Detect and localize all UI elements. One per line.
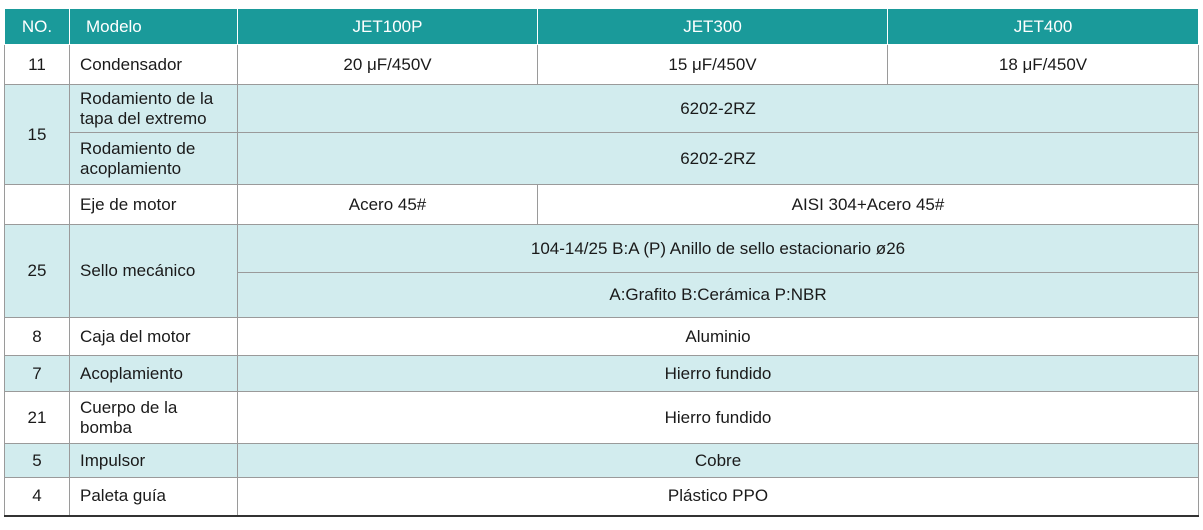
header-row	[5, 9, 1199, 45]
row-condensador	[5, 45, 1199, 85]
row-number	[5, 185, 70, 225]
row-number: 4	[5, 478, 70, 516]
cell-all-models: 6202-2RZ	[238, 85, 1199, 133]
label-line-2: tapa del extremo	[80, 108, 207, 128]
row-label	[70, 85, 238, 133]
row-label: Sello mecánico	[70, 225, 238, 318]
header-no: NO.	[5, 9, 70, 45]
header-jet100p: JET100P	[238, 9, 538, 45]
row-number: 25	[5, 225, 70, 318]
cell-all-models: Hierro fundido	[238, 356, 1199, 392]
header-model: Modelo	[70, 9, 238, 45]
header-jet300: JET300	[538, 9, 888, 45]
row-label: Caja del motor	[70, 318, 238, 356]
row-number: 11	[5, 45, 70, 85]
label-line-2: acoplamiento	[80, 158, 182, 178]
row-eje-motor	[5, 185, 1199, 225]
cell-sello-spec: 104-14/25 B:A (P) Anillo de sello estacionario ø26	[238, 225, 1199, 273]
cell-jet300-jet400: AISI 304+Acero 45#	[538, 185, 1199, 225]
row-rodamiento-tapa	[5, 85, 1199, 133]
label-line-1: Rodamiento de	[80, 138, 196, 158]
cell-all-models: Cobre	[238, 444, 1199, 478]
row-label: Paleta guía	[70, 478, 238, 516]
label-line-1: Cuerpo de la	[80, 397, 178, 417]
row-label	[70, 133, 238, 185]
cell-all-models: Plástico PPO	[238, 478, 1199, 516]
row-label: Acoplamiento	[70, 356, 238, 392]
cell-all-models: 6202-2RZ	[238, 133, 1199, 185]
row-label: Condensador	[70, 45, 238, 85]
specification-table	[4, 8, 1199, 517]
cell-all-models: Aluminio	[238, 318, 1199, 356]
row-rodamiento-acoplamiento	[5, 133, 1199, 185]
row-impulsor	[5, 444, 1199, 478]
cell-jet100p: Acero 45#	[238, 185, 538, 225]
row-number: 15	[5, 85, 70, 185]
row-number: 8	[5, 318, 70, 356]
row-paleta-guia	[5, 478, 1199, 516]
row-caja-motor	[5, 318, 1199, 356]
row-number: 21	[5, 392, 70, 444]
row-number: 7	[5, 356, 70, 392]
row-label: Impulsor	[70, 444, 238, 478]
row-cuerpo-bomba	[5, 392, 1199, 444]
cell-jet100p: 20 μF/450V	[238, 45, 538, 85]
row-label	[70, 392, 238, 444]
cell-all-models: Hierro fundido	[238, 392, 1199, 444]
cell-jet300: 15 μF/450V	[538, 45, 888, 85]
row-acoplamiento	[5, 356, 1199, 392]
row-number: 5	[5, 444, 70, 478]
row-sello-mecanico	[5, 225, 1199, 273]
label-line-2: bomba	[80, 417, 132, 437]
row-label: Eje de motor	[70, 185, 238, 225]
cell-sello-materials: A:Grafito B:Cerámica P:NBR	[238, 273, 1199, 318]
cell-jet400: 18 μF/450V	[888, 45, 1199, 85]
header-jet400: JET400	[888, 9, 1199, 45]
label-line-1: Rodamiento de la	[80, 88, 214, 108]
